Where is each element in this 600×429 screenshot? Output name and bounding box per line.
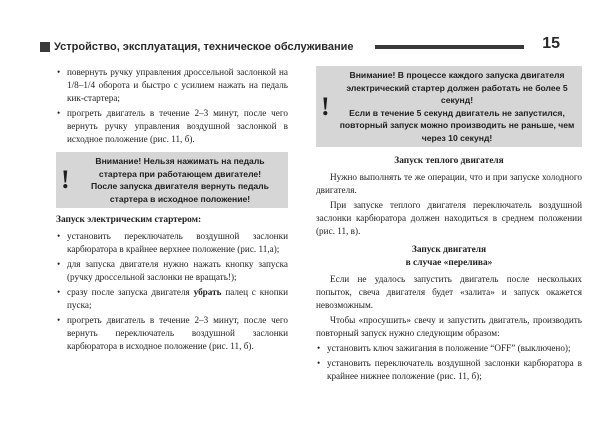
page-number: 15: [542, 35, 560, 52]
list-item-emphasis: убрать: [193, 287, 222, 297]
heading-flood-start-line2: в случае «перелива»: [405, 258, 493, 268]
bullet-list-electric-start: [56, 230, 288, 353]
list-item-text: сразу после запуска двигателя: [67, 287, 194, 297]
right-column: [316, 66, 582, 385]
warning-text: Внимание! Нельзя нажимать на педаль стартера при работающем двигателе!: [95, 156, 265, 179]
exclamation-icon: !: [321, 91, 330, 121]
bullet-list-kickstart: [56, 66, 288, 146]
list-item: • установить переключатель воздушной заслонки карбюратора в крайнее верхнее положение (рис. 11,а);: [56, 230, 288, 256]
heading-flood-start-line1: Запуск двигателя: [411, 245, 487, 255]
list-item: • для запуска двигателя нужно нажать кнопку запуска (ручку дроссельной заслонки не вращать!);: [56, 258, 288, 284]
heading-warm-start: Запуск теплого двигателя: [394, 156, 504, 166]
paragraph: Чтобы «просушить» свечу и запустить двигатель, производить повторный запуск нужно следующим образом:: [316, 315, 582, 338]
warning-text: Если в течение 5 секунд двигатель не запустился, повторный запуск можно производить не раньше, чем через 10 секунд!: [339, 107, 575, 143]
warning-text: После запуска двигателя вернуть педаль стартера в исходное положение!: [91, 181, 269, 204]
warning-box-kickstart: [56, 152, 288, 208]
list-item: • установить ключ зажигания в положение “OFF” (выключено);: [316, 342, 582, 355]
paragraph: При запуске теплого двигателя переключатель воздушной заслонки карбюратора должен находиться в среднем положении (рис. 11, в).: [316, 200, 582, 236]
header-square-marker: [40, 42, 50, 52]
paragraph: Нужно выполнять те же операции, что и при запуске холодного двигателя.: [316, 172, 582, 195]
list-item: • установить переключатель воздушной заслонки карбюратора в крайнее нижнее положение (рис. 11, б);: [316, 357, 582, 383]
left-column: [56, 66, 288, 355]
list-item-text: палец с кнопки пуска;: [67, 287, 288, 310]
paragraph: Если не удалось запустить двигатель после нескольких попыток, свеча двигателя будет «залита» и запуск окажется невозможным.: [316, 274, 582, 310]
bullet-list-flood: [316, 342, 582, 383]
header-rule: [375, 45, 524, 49]
page-header: [40, 35, 560, 56]
list-item: • повернуть ручку управления дроссельной заслонкой на 1/8–1/4 оборота и быстро с усилием нажать на педаль кик-стартера;: [56, 66, 288, 105]
list-item: • прогреть двигатель в течение 2–3 минут, после чего вернуть ручку управления воздушной заслонкой в исходное положение (рис. 11, б).: [56, 107, 288, 146]
exclamation-icon: !: [61, 165, 70, 194]
warning-text: Внимание! В процессе каждого запуска двигателя электрический стартер должен работать не более 5 секунд!: [346, 70, 568, 105]
warning-box-electric-start: [316, 66, 582, 147]
list-item: • прогреть двигатель в течение 2–3 минут, после чего вернуть переключатель воздушной заслонки карбюратора в исходное положение (рис. 11, б).: [56, 314, 288, 353]
heading-electric-start: Запуск электрическим стартером:: [56, 215, 202, 225]
list-item: [56, 286, 288, 312]
section-title: Устройство, эксплуатация, техническое обслуживание: [54, 41, 354, 53]
